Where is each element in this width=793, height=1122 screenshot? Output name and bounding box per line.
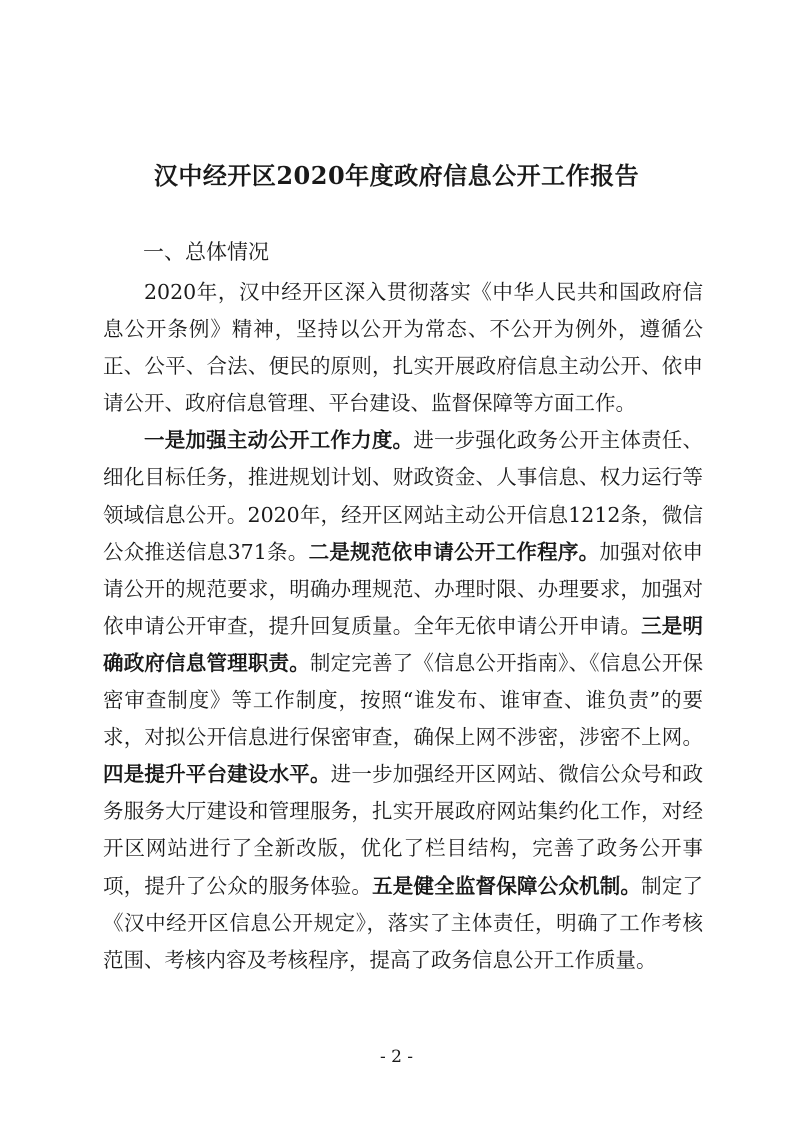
point-4-heading: 四是提升平台建设水平。 [103, 762, 331, 787]
point-1-text: 进一步强化政务公开主体责任、细化目标任务，推进规划计划、财政资金、人事信息、权力运行等领域信息公开。2020年，经开区网站主动公开信息1212条，微信公众推送信息371条。 [103, 428, 703, 564]
point-4-text: 进一步加强经开区网站、微信公众号和政务服务大厅建设和管理服务，扎实开展政府网站集约化工作，对经开区网站进行了全新改版，优化了栏目结构，完善了政务公开事项，提升了公众的服务体验。 [103, 762, 704, 898]
point-3-heading: 三是明确政府信息管理职责。 [103, 613, 704, 675]
point-5-heading: 五是健全监督保障公众机制。 [372, 873, 642, 898]
page-number: - 2 - [379, 1047, 414, 1067]
report-body [103, 274, 703, 979]
point-5-text: 制定了《汉中经开区信息公开规定》，落实了主体责任，明确了工作考核范围、考核内容及考核程序，提高了政务信息公开工作质量。 [103, 873, 704, 972]
report-title: 汉中经开区2020年度政府信息公开工作报告 [153, 161, 640, 190]
point-1-heading: 一是加强主动公开工作力度。 [144, 428, 414, 453]
point-2-heading: 二是规范依申请公开工作程序。 [308, 539, 600, 564]
paragraph-overview: 2020年，汉中经开区深入贯彻落实《中华人民共和国政府信息公开条例》精神，坚持以公开为常态、不公开为例外，遵循公正、公平、合法、便民的原则，扎实开展政府信息主动公开、依申请公开、政府信息管理、平台建设、监督保障等方面工作。 [103, 280, 703, 416]
section-heading: 一、总体情况 [143, 240, 269, 264]
point-2-text: 加强对依申请公开的规范要求，明确办理规范、办理时限、办理要求，加强对依申请公开审查，提升回复质量。全年无依申请公开申请。 [103, 539, 704, 638]
point-3-text: 制定完善了《信息公开指南》、《信息公开保密审查制度》等工作制度，按照“谁发布、谁审查、谁负责”的要求，对拟公开信息进行保密审查，确保上网不涉密，涉密不上网。 [103, 650, 704, 750]
paragraph-key-points [103, 422, 703, 978]
